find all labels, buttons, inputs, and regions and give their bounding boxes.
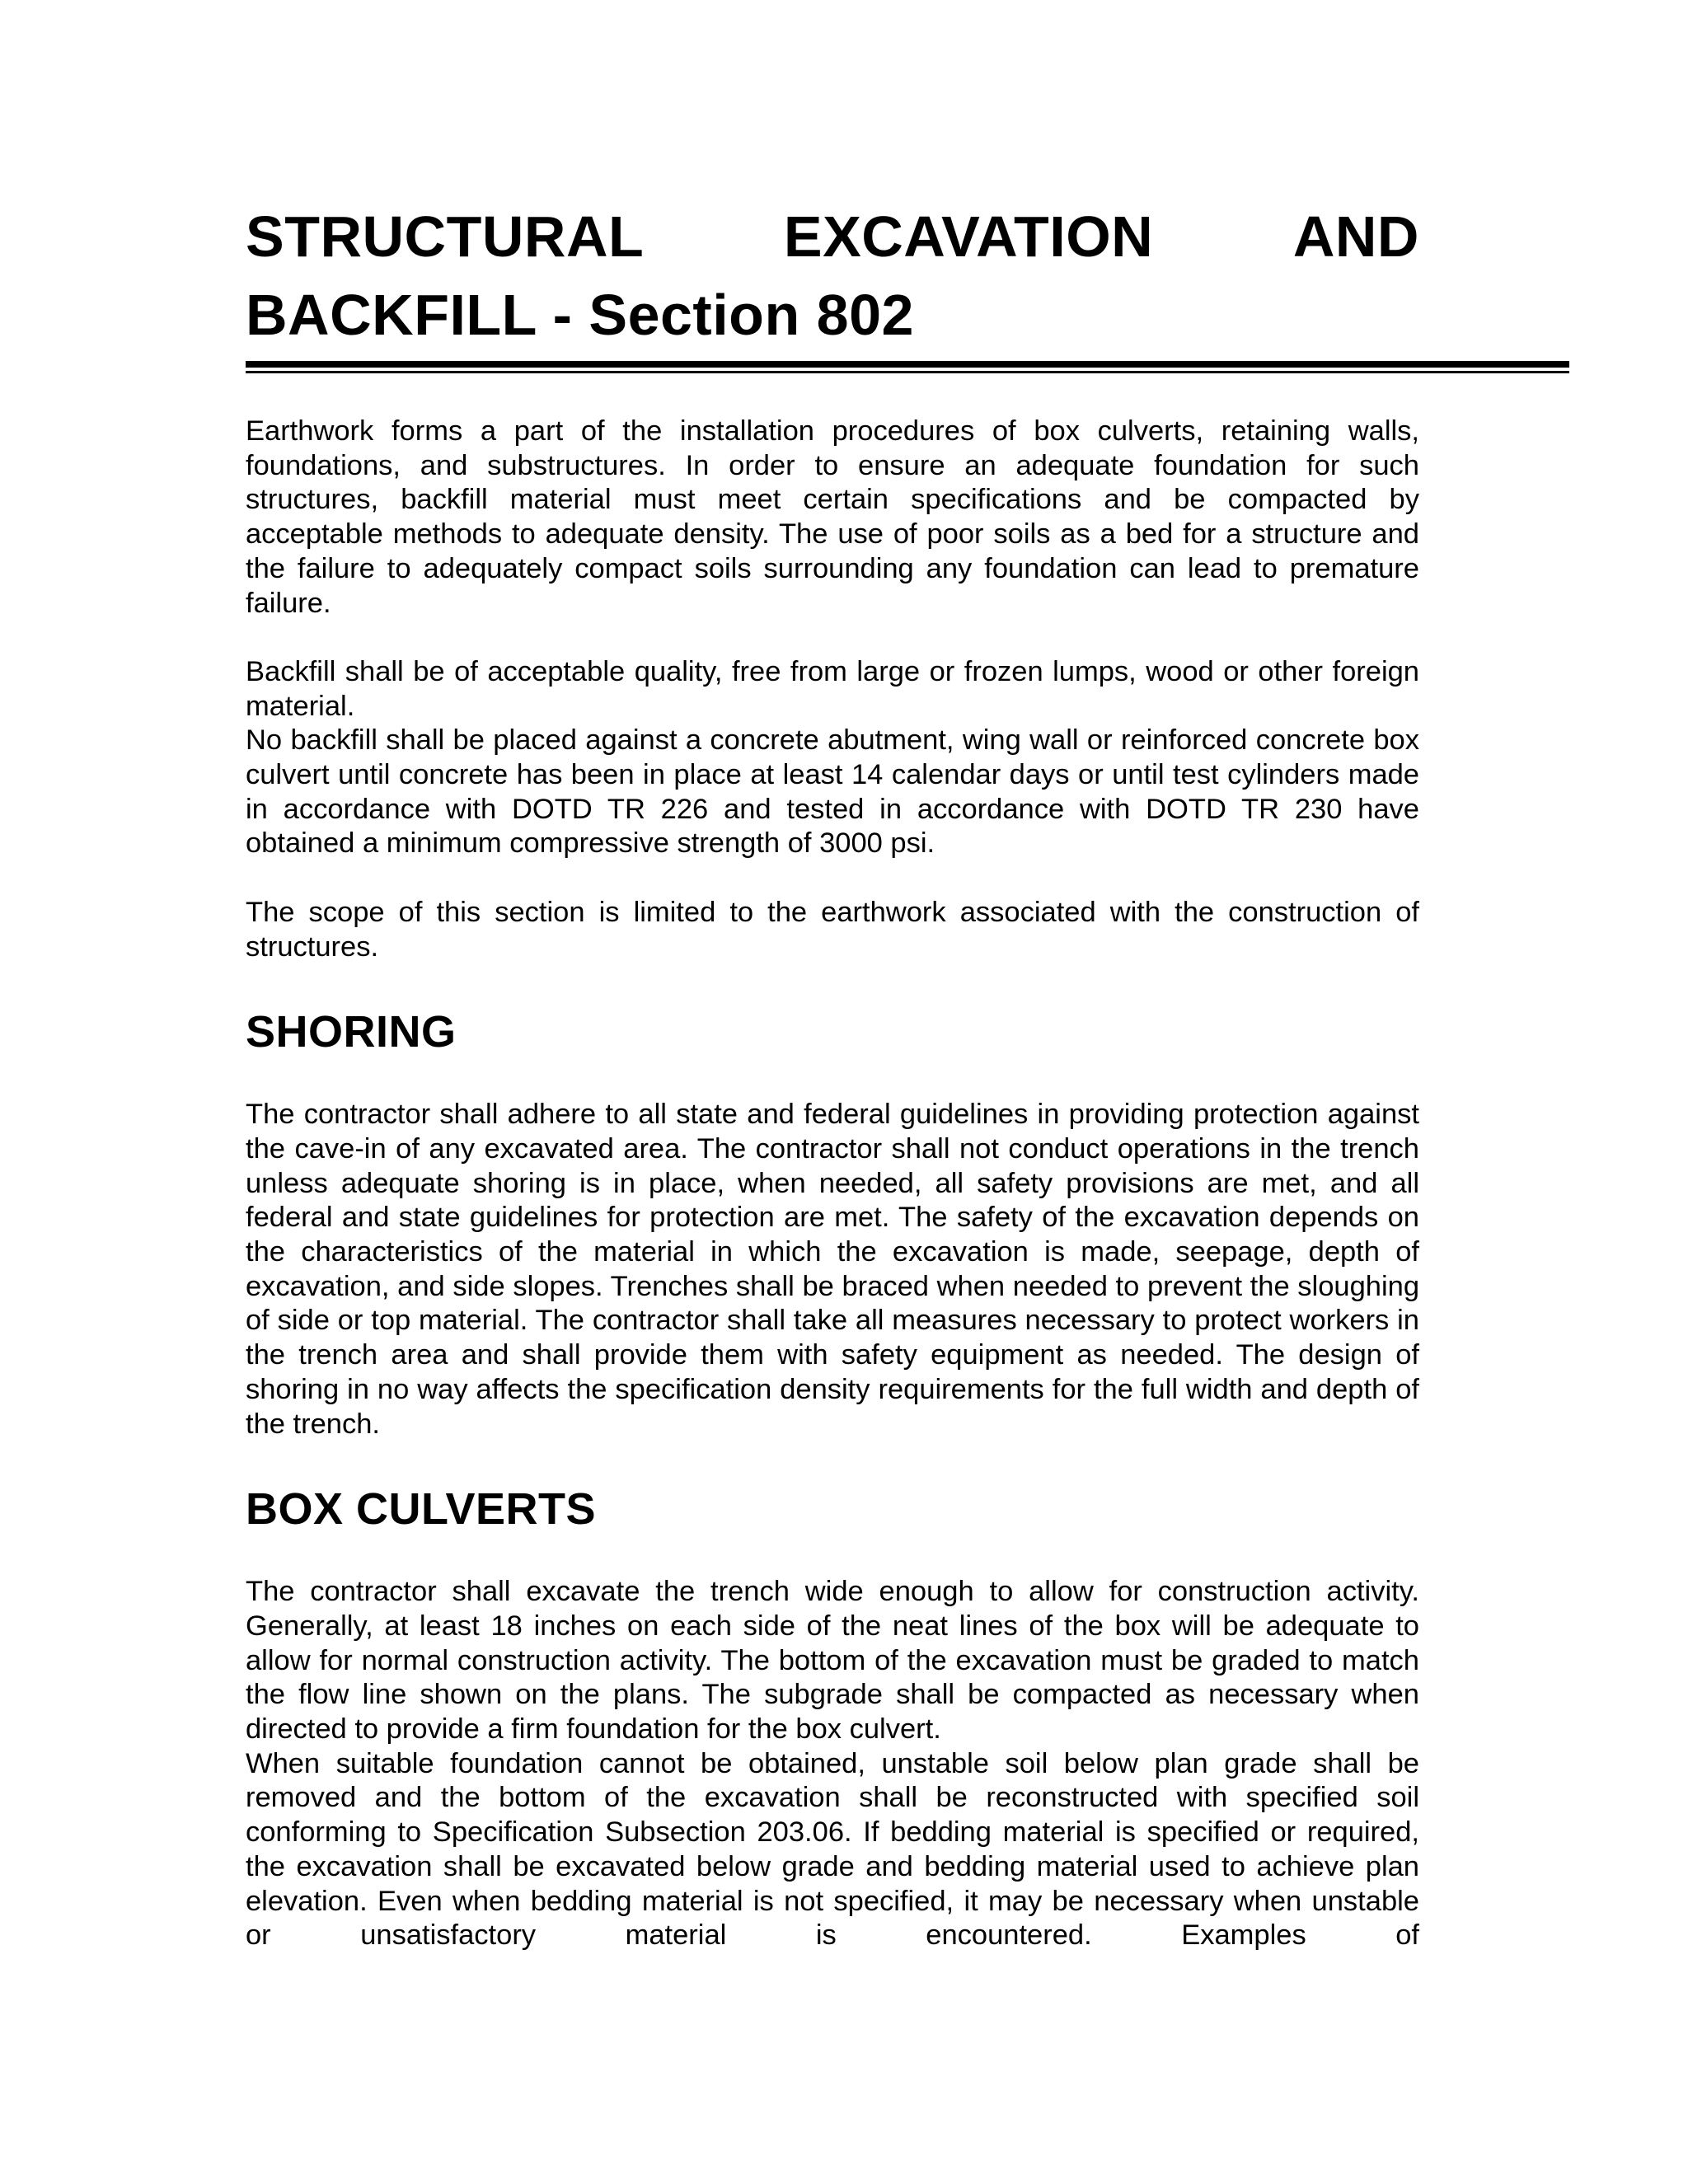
document-title [246,198,1419,354]
box-culverts-paragraph-2: When suitable foundation cannot be obtained, unstable soil below plan grade shall be removed and the bottom of the excavation shall be reconstructed with specified soil conforming to Specification Subsection 203.06. If bedding material is specified or required, the excavation shall be excavated below grade and bedding material used to achieve plan elevation. Even when bedding material is not specified, it may be necessary when unstable or unsatisfactory material is encountered. Examples of [246,1747,1419,1952]
shoring-heading: SHORING [246,1007,457,1057]
divider-thick-line [246,361,1569,368]
title-line-2: BACKFILL - Section 802 [246,283,914,347]
title-line-1 [246,198,1419,276]
backfill-paragraph-2: No backfill shall be placed against a concrete abutment, wing wall or reinforced concrete box culvert until concrete has been in place at least 14 calendar days or until test cylinders made in accordance with DOTD TR 226 and tested in accordance with DOTD TR 230 have obtained a minimum compressive strength of 3000 psi. [246,724,1419,860]
box-culverts-paragraph-1: The contractor shall excavate the trench wide enough to allow for construction activity. Generally, at least 18 inches on each side of the neat lines of the box will be adequate to allow for normal construction activity. The bottom of the excavation must be graded to match the flow line shown on the plans. The subgrade shall be compacted as necessary when directed to provide a firm foundation for the box culvert. [246,1576,1419,1746]
shoring-paragraph: The contractor shall adhere to all state and federal guidelines in providing protection against the cave-in of any excavated area. The contractor shall not conduct operations in the trench unless adequate shoring is in place, when needed, all safety provisions are met, and all federal and state guidelines for protection are met. The safety of the excavation depends on the characteristics of the material in which the excavation is made, seepage, depth of excavation, and side slopes. Trenches shall be braced when needed to prevent the sloughing of side or top material. The contractor shall take all measures necessary to protect workers in the trench area and shall provide them with safety equipment as needed. The design of shoring in no way affects the specification density requirements for the full width and depth of the trench. [246,1099,1419,1440]
backfill-paragraph-1: Backfill shall be of acceptable quality, free from large or frozen lumps, wood or other foreign material. [246,655,1419,722]
intro-paragraph: Earthwork forms a part of the installation procedures of box culverts, retaining walls, foundations, and substructures. In order to ensure an adequate foundation for such structures, backfill material must meet certain specifications and be compacted by acceptable methods to adequate density. The use of poor soils as a bed for a structure and the failure to adequately compact soils surrounding any foundation can lead to premature failure. [246,415,1419,619]
divider-thin-line [246,371,1569,373]
box-culverts-heading: BOX CULVERTS [246,1484,597,1535]
title-word-1: STRUCTURAL [246,204,645,269]
scope-paragraph: The scope of this section is limited to the earthwork associated with the construction of structures. [246,896,1419,963]
document-body [246,415,1419,1953]
title-divider [246,361,1569,373]
title-word-3: AND [1292,204,1419,269]
title-word-2: EXCAVATION [783,204,1154,269]
